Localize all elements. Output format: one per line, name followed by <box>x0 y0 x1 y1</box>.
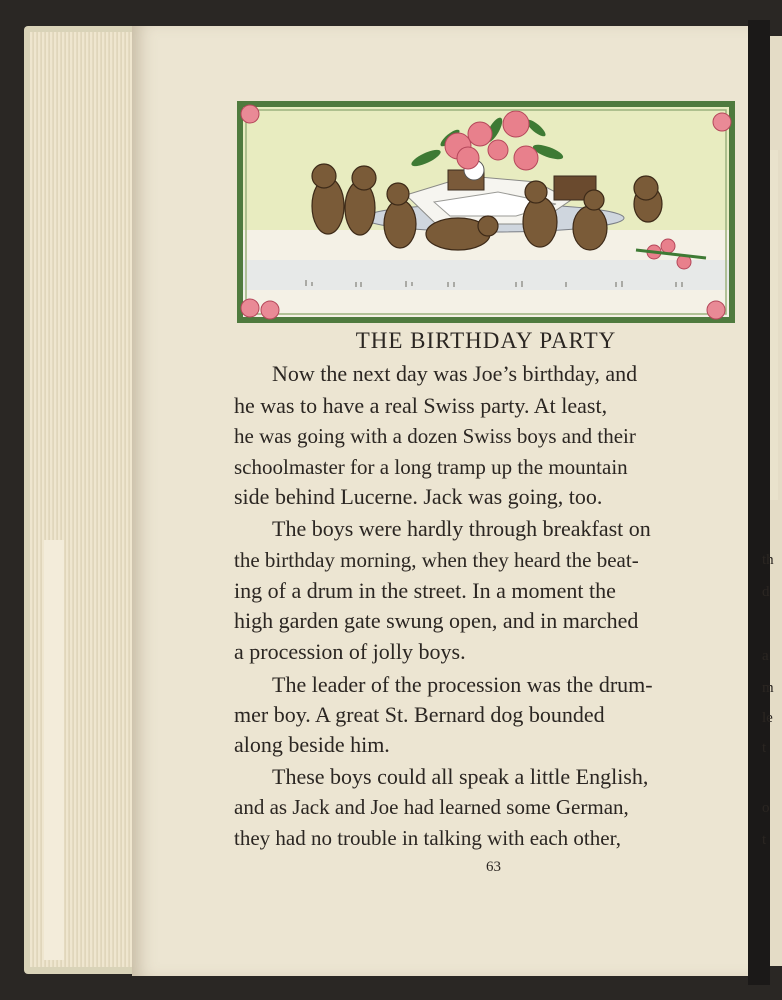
facing-page-fragment: o <box>762 800 770 816</box>
text-line: The boys were hardly through breakfast on <box>272 516 651 541</box>
text-line: Now the next day was Joe’s birthday, and <box>272 361 638 386</box>
facing-page-fragment: m <box>762 680 774 696</box>
text-line: high garden gate swung open, and in marched <box>234 608 639 633</box>
facing-page-fragment: th <box>762 552 774 568</box>
page-number: 63 <box>486 859 501 875</box>
text-line: he was going with a dozen Swiss boys and their <box>234 424 636 448</box>
text-line: he was to have a real Swiss party. At least, <box>234 393 608 418</box>
facing-page-fragment: t <box>762 832 767 848</box>
text-line: These boys could all speak a little English, <box>272 764 649 789</box>
text-line: they had no trouble in talking with each other, <box>234 826 621 850</box>
text-line: mer boy. A great St. Bernard dog bounded <box>234 702 605 727</box>
page-stack-highlight <box>44 540 64 960</box>
facing-page-fragment: a <box>762 648 769 664</box>
text-line: schoolmaster for a long tramp up the mountain <box>234 455 628 479</box>
text-line: a procession of jolly boys. <box>234 639 466 664</box>
text-line: the birthday morning, when they heard the beat- <box>234 548 639 572</box>
facing-page-fragment: le <box>762 710 773 726</box>
facing-page-fragment: t <box>762 740 767 756</box>
text-line: and as Jack and Joe had learned some German, <box>234 795 629 819</box>
text-line: ing of a drum in the street. In a moment the <box>234 578 616 603</box>
book-gutter <box>748 20 770 985</box>
text-line: side behind Lucerne. Jack was going, too. <box>234 484 603 509</box>
text-line: The leader of the procession was the drum- <box>272 672 653 697</box>
chapter-title: THE BIRTHDAY PARTY <box>355 328 617 353</box>
text-line: along beside him. <box>234 732 390 757</box>
bear-birthday-illustration <box>236 100 736 324</box>
facing-page-fragment: d <box>762 584 770 600</box>
